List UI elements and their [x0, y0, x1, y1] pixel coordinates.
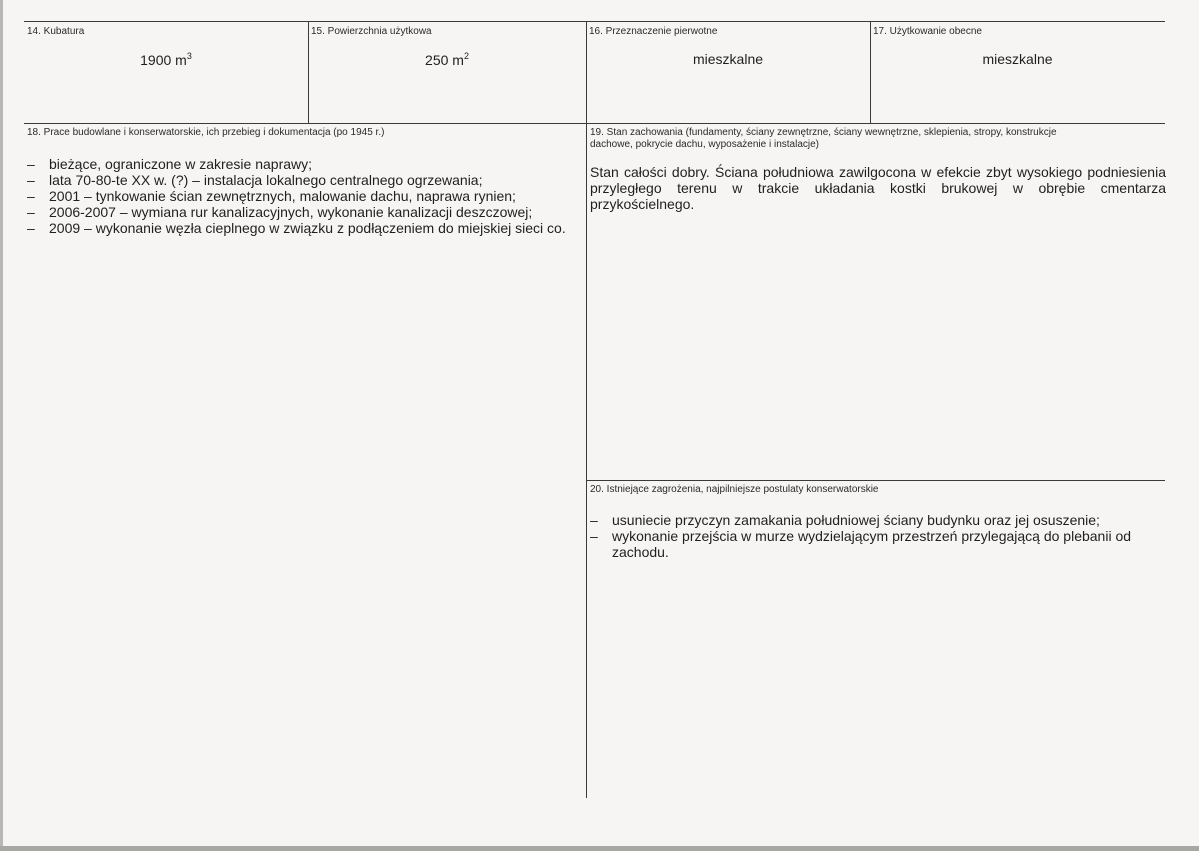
field-15-value — [308, 52, 586, 68]
dash-mark: – — [27, 172, 35, 188]
list-item — [590, 512, 1152, 528]
field-16-label: 16. Przeznaczenie pierwotne — [589, 26, 718, 37]
column-divider-16 — [586, 21, 587, 798]
field-14-unit-exponent: 3 — [186, 51, 192, 61]
list-item-text: lata 70-80-te XX w. (?) – instalacja lokalnego centralnego ogrzewania; — [49, 172, 483, 188]
dash-mark: – — [27, 156, 35, 172]
dash-mark: – — [27, 188, 35, 204]
list-item — [27, 172, 580, 188]
row-divider — [24, 123, 1165, 124]
field-18-list — [27, 156, 580, 236]
field-15-value-text: 250 m — [425, 52, 464, 68]
field-14-value-text: 1900 m — [140, 52, 187, 68]
field-20-label: 20. Istniejące zagrożenia, najpilniejsze postulaty konserwatorskie — [590, 484, 879, 495]
list-item — [27, 220, 580, 236]
column-divider-15 — [308, 21, 309, 123]
section-divider-20 — [586, 480, 1165, 481]
dash-mark: – — [27, 220, 35, 236]
field-17-value: mieszkalne — [982, 51, 1053, 67]
list-item-text: 2009 – wykonanie węzła cieplnego w związku z podłączeniem do miejskiej sieci co. — [49, 220, 566, 236]
list-item-text: 2001 – tynkowanie ścian zewnętrznych, malowanie dachu, naprawa rynien; — [49, 188, 516, 204]
scan-edge-left — [0, 0, 3, 851]
field-17-label: 17. Użytkowanie obecne — [873, 26, 982, 37]
field-15-label: 15. Powierzchnia użytkowa — [311, 26, 432, 37]
list-item — [27, 204, 580, 220]
field-20-list — [590, 512, 1152, 560]
top-border — [24, 21, 1165, 22]
column-divider-17 — [870, 21, 871, 123]
list-item — [27, 156, 580, 172]
dash-mark: – — [27, 204, 35, 220]
field-14-value — [24, 52, 308, 68]
list-item-text: 2006-2007 – wymiana rur kanalizacyjnych, wykonanie kanalizacji deszczowej; — [49, 204, 533, 220]
scan-edge-bottom — [0, 846, 1199, 851]
field-16-value: mieszkalne — [692, 51, 764, 67]
list-item-text: usuniecie przyczyn zamakania południowej ściany budynku oraz jej osuszenie; — [612, 512, 1100, 528]
field-14-label: 14. Kubatura — [27, 26, 85, 37]
field-18-label: 18. Prace budowlane i konserwatorskie, ich przebieg i dokumentacja (po 1945 r.) — [27, 127, 385, 138]
list-item-text: bieżące, ograniczone w zakresie naprawy; — [49, 156, 313, 172]
dash-mark: – — [590, 512, 598, 528]
list-item — [590, 528, 1152, 560]
dash-mark: – — [590, 528, 598, 544]
field-19-text: Stan całości dobry. Ściana południowa zawilgocona w efekcie zbyt wysokiego podniesienia przyległego terenu w trakcie układania kostki brukowej w obrębie cmentarza przykościelnego. — [590, 164, 1166, 212]
list-item — [27, 188, 580, 204]
field-15-unit-exponent: 2 — [463, 51, 469, 61]
list-item-text: wykonanie przejścia w murze wydzielającym przestrzeń przylegającą do plebanii od zachodu. — [612, 528, 1132, 560]
field-19-label: 19. Stan zachowania (fundamenty, ściany zewnętrzne, ściany wewnętrzne, sklepienia, stropy, konstrukcje dachowe, pokrycie dachu, wyposażenie i instalacje) — [590, 127, 1057, 150]
